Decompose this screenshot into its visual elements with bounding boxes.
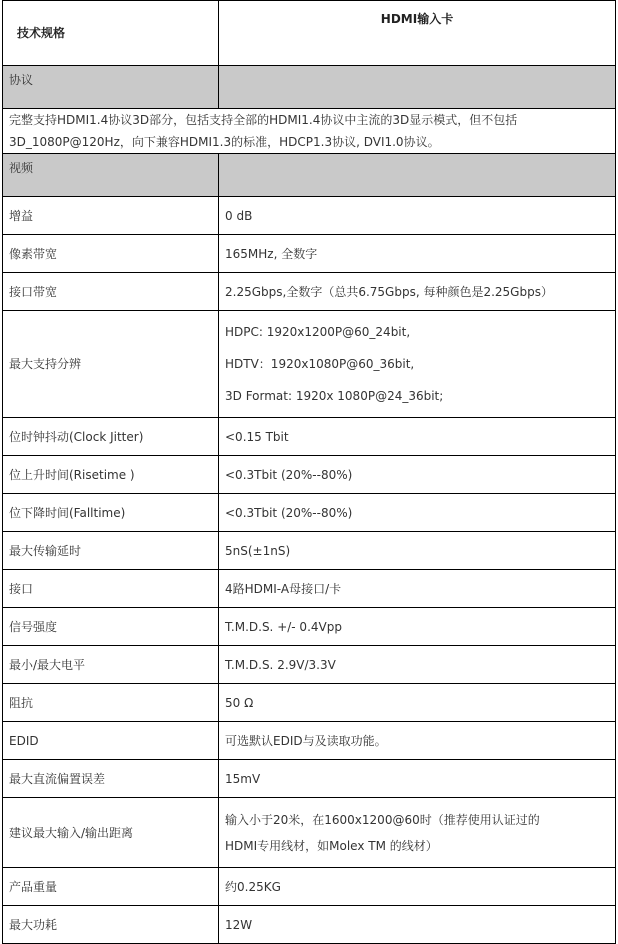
protocol-line-2: 3D_1080P@120Hz，向下兼容HDMI1.3的标准，HDCP1.3协议, DVI1.0协议。 [9, 135, 440, 149]
protocol-description-row [3, 109, 616, 154]
row-label: 信号强度 [3, 608, 219, 646]
protocol-description [3, 109, 616, 154]
row-label: 最小/最大电平 [3, 646, 219, 684]
section-title-video: 视频 [3, 154, 219, 197]
row-label: 位上升时间(Risetime ) [3, 456, 219, 494]
row-value: 0 dB [219, 197, 616, 235]
table-row [3, 532, 616, 570]
row-label: 位下降时间(Falltime) [3, 494, 219, 532]
row-value: T.M.D.S. +/- 0.4Vpp [219, 608, 616, 646]
row-label: 接口 [3, 570, 219, 608]
row-value: 50 Ω [219, 684, 616, 722]
table-row [3, 760, 616, 798]
protocol-line-1: 完整支持HDMI1.4协议3D部分，包括支持全部的HDMI1.4协议中主流的3D显示模式，但不包括 [9, 113, 518, 127]
table-header-row [3, 1, 616, 66]
row-label: EDID [3, 722, 219, 760]
section-empty-cell [219, 66, 616, 109]
row-value: T.M.D.S. 2.9V/3.3V [219, 646, 616, 684]
row-value: 可选默认EDID与及读取功能。 [219, 722, 616, 760]
resolution-line: 3D Format: 1920x 1080P@24_36bit; [225, 389, 444, 403]
spec-table [2, 0, 616, 944]
section-row-protocol [3, 66, 616, 109]
row-value: 4路HDMI-A母接口/卡 [219, 570, 616, 608]
row-label: 阻抗 [3, 684, 219, 722]
row-value [219, 311, 616, 418]
row-label: 位时钟抖动(Clock Jitter) [3, 418, 219, 456]
table-row [3, 570, 616, 608]
row-value: 约0.25KG [219, 868, 616, 906]
row-value: 165MHz, 全数字 [219, 235, 616, 273]
table-row [3, 798, 616, 868]
section-row-video [3, 154, 616, 197]
resolution-line: HDTV：1920x1080P@60_36bit, [225, 357, 415, 371]
table-row [3, 311, 616, 418]
table-row [3, 684, 616, 722]
row-label: 最大支持分辨 [3, 311, 219, 418]
row-value: 2.25Gbps,全数字（总共6.75Gbps, 每种颜色是2.25Gbps） [219, 273, 616, 311]
row-value: <0.15 Tbit [219, 418, 616, 456]
table-row [3, 646, 616, 684]
table-row [3, 906, 616, 944]
table-row [3, 868, 616, 906]
row-label: 像素带宽 [3, 235, 219, 273]
row-label: 最大功耗 [3, 906, 219, 944]
row-label: 建议最大输入/输出距离 [3, 798, 219, 868]
row-label: 产品重量 [3, 868, 219, 906]
row-value: 5nS(±1nS) [219, 532, 616, 570]
table-row [3, 608, 616, 646]
row-label: 最大直流偏置误差 [3, 760, 219, 798]
table-row [3, 418, 616, 456]
row-value: <0.3Tbit (20%--80%) [219, 494, 616, 532]
header-product-name: HDMI输入卡 [219, 1, 616, 66]
table-row [3, 273, 616, 311]
row-value: 15mV [219, 760, 616, 798]
row-value: 12W [219, 906, 616, 944]
row-label: 接口带宽 [3, 273, 219, 311]
row-label: 增益 [3, 197, 219, 235]
section-title-protocol: 协议 [3, 66, 219, 109]
resolution-line: HDPC: 1920x1200P@60_24bit, [225, 325, 411, 339]
table-row [3, 197, 616, 235]
table-row [3, 494, 616, 532]
row-value: <0.3Tbit (20%--80%) [219, 456, 616, 494]
table-row [3, 235, 616, 273]
distance-line: HDMI专用线材，如Molex TM 的线材） [225, 838, 438, 853]
row-label: 最大传输延时 [3, 532, 219, 570]
table-row [3, 456, 616, 494]
row-value [219, 798, 616, 868]
table-row [3, 722, 616, 760]
section-empty-cell [219, 154, 616, 197]
header-spec-label: 技术规格 [3, 1, 219, 66]
distance-line: 输入小于20米，在1600x1200@60时（推荐使用认证过的 [225, 812, 540, 827]
